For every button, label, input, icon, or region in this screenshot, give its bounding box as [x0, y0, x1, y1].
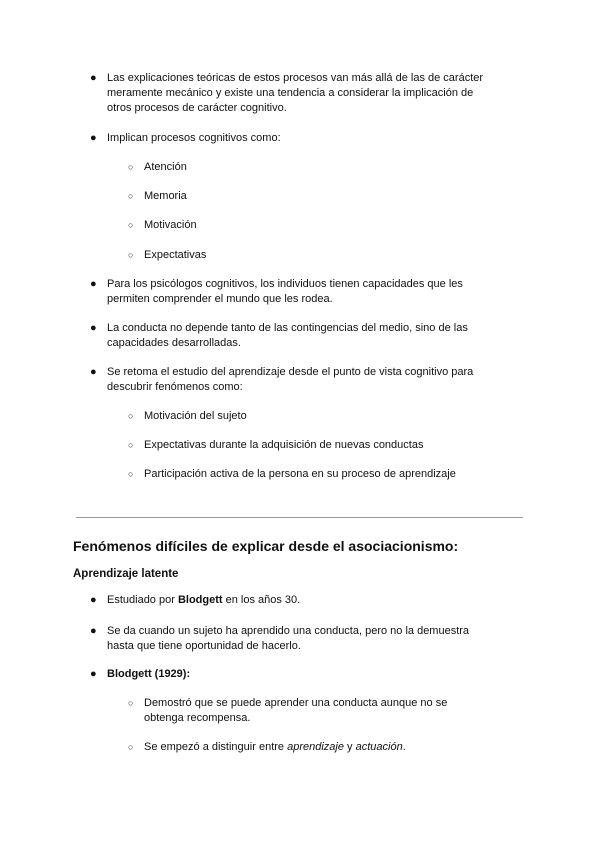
sub-bullet-text: Expectativas durante la adquisición de nuevas conductas [144, 439, 424, 451]
circle-bullet-icon: ○ [128, 469, 134, 479]
sub-bullet-text: Se empezó a distinguir entre aprendizaje y actuación. [144, 741, 406, 753]
sub-bullet-text: Motivación [144, 219, 197, 231]
bullet-text: Se retoma el estudio del aprendizaje desde el punto de vista cognitivo para descubrir fenómenos como: [107, 366, 474, 393]
bullet-icon: ● [90, 278, 97, 290]
circle-bullet-icon: ○ [128, 220, 134, 230]
circle-bullet-icon: ○ [128, 742, 134, 752]
bullet-icon: ● [90, 594, 97, 606]
bullet-text: Se da cuando un sujeto ha aprendido una conducta, pero no la demuestra hasta que tiene oportunidad de hacerlo. [107, 625, 470, 652]
bullet-icon: ● [90, 366, 97, 378]
circle-bullet-icon: ○ [128, 440, 134, 450]
sub-bullet-text: Motivación del sujeto [144, 410, 247, 422]
circle-bullet-icon: ○ [128, 250, 134, 260]
section-heading: Fenómenos difíciles de explicar desde el asociacionismo: [73, 538, 459, 554]
bullet-icon: ● [90, 72, 97, 84]
circle-bullet-icon: ○ [128, 162, 134, 172]
bullet-text: Las explicaciones teóricas de estos procesos van más allá de las de carácter meramente mecánico y existe una tendencia a considerar la implicación de otros procesos de carácter cognitivo. [107, 72, 484, 114]
bullet-icon: ● [90, 132, 97, 144]
sub-bullet-text: Memoria [144, 190, 187, 202]
sub-bullet-text: Expectativas [144, 249, 207, 261]
subsection-heading: Aprendizaje latente [73, 568, 179, 580]
sub-bullet-text: Participación activa de la persona en su proceso de aprendizaje [144, 468, 456, 480]
bullet-icon: ● [90, 668, 97, 680]
bullet-text: La conducta no depende tanto de las contingencias del medio, sino de las capacidades desarrolladas. [107, 322, 468, 349]
horizontal-divider [76, 517, 523, 518]
circle-bullet-icon: ○ [128, 411, 134, 421]
bullet-text: Estudiado por Blodgett en los años 30. [107, 594, 301, 606]
circle-bullet-icon: ○ [128, 698, 134, 708]
bullet-text: Implican procesos cognitivos como: [107, 132, 281, 144]
circle-bullet-icon: ○ [128, 191, 134, 201]
sub-bullet-text: Demostró que se puede aprender una conducta aunque no se obtenga recompensa. [144, 697, 448, 724]
bullet-text: Blodgett (1929): [107, 668, 191, 680]
bullet-text: Para los psicólogos cognitivos, los individuos tienen capacidades que les permiten comprender el mundo que les rodea. [107, 278, 463, 305]
bullet-icon: ● [90, 322, 97, 334]
sub-bullet-text: Atención [144, 161, 187, 173]
bullet-icon: ● [90, 625, 97, 637]
